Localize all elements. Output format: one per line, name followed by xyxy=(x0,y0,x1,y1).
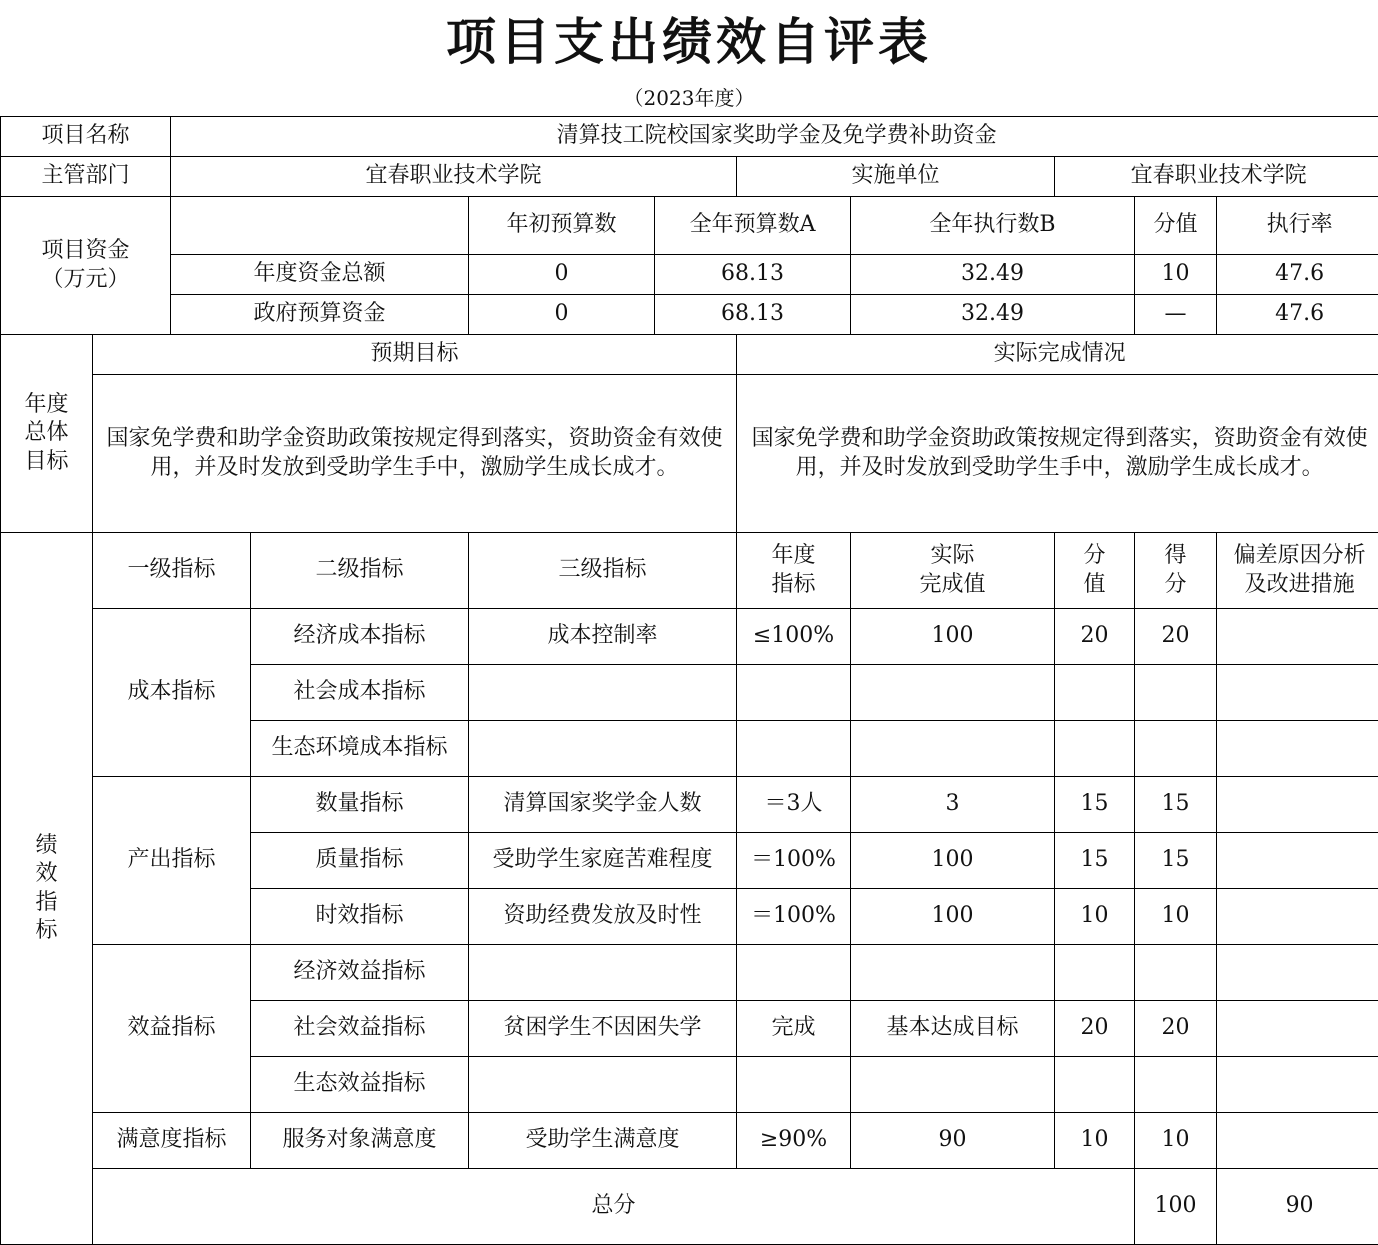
actual-cell: 基本达成目标 xyxy=(851,1001,1055,1057)
header-value-line1: 分 xyxy=(1084,543,1106,568)
dept-label: 主管部门 xyxy=(1,157,171,197)
annual-cell: ≤100% xyxy=(737,609,851,665)
header-level2: 二级指标 xyxy=(251,533,469,609)
level2-cell: 社会效益指标 xyxy=(251,1001,469,1057)
annual-cell: ＝3人 xyxy=(737,777,851,833)
level3-cell: 成本控制率 xyxy=(469,609,737,665)
annual-cell xyxy=(737,665,851,721)
level2-cell: 生态环境成本指标 xyxy=(251,721,469,777)
indicator-row xyxy=(1,1113,1378,1169)
performance-indicator-label xyxy=(1,533,93,1245)
header-value xyxy=(1055,533,1135,609)
actual-cell: 3 xyxy=(851,777,1055,833)
score-cell: 20 xyxy=(1135,1001,1217,1057)
header-value-line2: 值 xyxy=(1084,572,1106,597)
total-label: 总分 xyxy=(93,1169,1135,1245)
actual-cell: 100 xyxy=(851,609,1055,665)
level2-cell: 质量指标 xyxy=(251,833,469,889)
header-score xyxy=(1135,533,1217,609)
annual-cell: ≥90% xyxy=(737,1113,851,1169)
header-annual-line1: 年度 xyxy=(772,543,816,568)
header-actual-line2: 完成值 xyxy=(920,572,986,597)
header-score-line2: 分 xyxy=(1165,572,1187,597)
level1-cell: 产出指标 xyxy=(93,777,251,945)
goals-label-line: 年度 xyxy=(24,392,68,417)
actual-cell xyxy=(851,1057,1055,1113)
funds-header-row xyxy=(1,197,1378,255)
funds-row-rate: 47.6 xyxy=(1217,255,1378,295)
total-value: 100 xyxy=(1135,1169,1217,1245)
deviation-cell xyxy=(1217,665,1378,721)
indicator-label-char: 效 xyxy=(35,861,57,886)
deviation-cell xyxy=(1217,609,1378,665)
funds-label-line2: （万元） xyxy=(42,267,130,292)
indicator-label-char: 绩 xyxy=(35,833,57,858)
score-cell xyxy=(1135,945,1217,1001)
value-cell: 10 xyxy=(1055,889,1135,945)
header-deviation-line2: 及改进措施 xyxy=(1245,572,1355,597)
score-cell: 10 xyxy=(1135,889,1217,945)
annual-cell xyxy=(737,1057,851,1113)
funds-row xyxy=(1,255,1378,295)
annual-cell xyxy=(737,945,851,1001)
funds-header-score-value: 分值 xyxy=(1135,197,1217,255)
level3-cell: 受助学生满意度 xyxy=(469,1113,737,1169)
score-cell xyxy=(1135,1057,1217,1113)
deviation-cell xyxy=(1217,1057,1378,1113)
level3-cell xyxy=(469,1057,737,1113)
report-year: （2023年度） xyxy=(0,76,1378,116)
goals-header-row xyxy=(1,335,1378,375)
value-cell: 15 xyxy=(1055,833,1135,889)
department-row xyxy=(1,157,1378,197)
annual-cell: 完成 xyxy=(737,1001,851,1057)
score-cell xyxy=(1135,721,1217,777)
goals-content-row xyxy=(1,375,1378,533)
page-title: 项目支出绩效自评表 xyxy=(0,0,1378,76)
funds-row-score-value: 10 xyxy=(1135,255,1217,295)
value-cell xyxy=(1055,1057,1135,1113)
funds-header-initial: 年初预算数 xyxy=(469,197,655,255)
funds-row-label: 年度资金总额 xyxy=(171,255,469,295)
level2-cell: 服务对象满意度 xyxy=(251,1113,469,1169)
total-row xyxy=(1,1169,1378,1245)
header-annual-line2: 指标 xyxy=(772,572,816,597)
actual-cell: 100 xyxy=(851,833,1055,889)
indicator-row xyxy=(1,609,1378,665)
level2-cell: 时效指标 xyxy=(251,889,469,945)
indicator-label-char: 标 xyxy=(35,918,57,943)
actual-cell xyxy=(851,945,1055,1001)
level3-cell: 贫困学生不因困失学 xyxy=(469,1001,737,1057)
expected-goal-text: 国家免学费和助学金资助政策按规定得到落实，资助资金有效使用，并及时发放到受助学生手中，激励学生成长成才。 xyxy=(93,375,737,533)
score-cell xyxy=(1135,665,1217,721)
score-cell: 10 xyxy=(1135,1113,1217,1169)
actual-cell xyxy=(851,721,1055,777)
value-cell: 10 xyxy=(1055,1113,1135,1169)
funds-row-rate: 47.6 xyxy=(1217,295,1378,335)
actual-cell: 90 xyxy=(851,1113,1055,1169)
deviation-cell xyxy=(1217,1001,1378,1057)
header-score-line1: 得 xyxy=(1165,543,1187,568)
level1-cell: 满意度指标 xyxy=(93,1113,251,1169)
level1-cell: 成本指标 xyxy=(93,609,251,777)
actual-cell xyxy=(851,665,1055,721)
funds-row-score-value: — xyxy=(1135,295,1217,335)
level3-cell xyxy=(469,721,737,777)
project-name-value: 清算技工院校国家奖助学金及免学费补助资金 xyxy=(171,117,1378,157)
expected-goal-header: 预期目标 xyxy=(93,335,737,375)
value-cell: 15 xyxy=(1055,777,1135,833)
funds-header-blank xyxy=(171,197,469,255)
level2-cell: 数量指标 xyxy=(251,777,469,833)
total-score: 90 xyxy=(1217,1169,1378,1245)
indicator-row xyxy=(1,777,1378,833)
dept-value: 宜春职业技术学院 xyxy=(171,157,737,197)
header-deviation xyxy=(1217,533,1378,609)
deviation-cell xyxy=(1217,945,1378,1001)
header-deviation-line1: 偏差原因分析 xyxy=(1234,543,1366,568)
score-cell: 20 xyxy=(1135,609,1217,665)
annual-cell: ＝100% xyxy=(737,833,851,889)
deviation-cell xyxy=(1217,1113,1378,1169)
value-cell: 20 xyxy=(1055,1001,1135,1057)
actual-cell: 100 xyxy=(851,889,1055,945)
funds-row-initial: 0 xyxy=(469,255,655,295)
level3-cell: 清算国家奖学金人数 xyxy=(469,777,737,833)
level2-cell: 经济成本指标 xyxy=(251,609,469,665)
deviation-cell xyxy=(1217,777,1378,833)
funds-header-full-a: 全年预算数A xyxy=(655,197,851,255)
annual-cell: ＝100% xyxy=(737,889,851,945)
project-name-label: 项目名称 xyxy=(1,117,171,157)
impl-label: 实施单位 xyxy=(737,157,1055,197)
funds-row-label: 政府预算资金 xyxy=(171,295,469,335)
level3-cell: 资助经费发放及时性 xyxy=(469,889,737,945)
score-cell: 15 xyxy=(1135,833,1217,889)
funds-row xyxy=(1,295,1378,335)
level3-cell: 受助学生家庭苦难程度 xyxy=(469,833,737,889)
value-cell xyxy=(1055,665,1135,721)
level3-cell xyxy=(469,945,737,1001)
indicator-label-char: 指 xyxy=(35,890,57,915)
funds-header-rate: 执行率 xyxy=(1217,197,1378,255)
level2-cell: 生态效益指标 xyxy=(251,1057,469,1113)
header-actual xyxy=(851,533,1055,609)
header-actual-line1: 实际 xyxy=(931,543,975,568)
funds-row-full-a: 68.13 xyxy=(655,295,851,335)
value-cell xyxy=(1055,945,1135,1001)
funds-header-exec-b: 全年执行数B xyxy=(851,197,1135,255)
actual-goal-text: 国家免学费和助学金资助政策按规定得到落实，资助资金有效使用，并及时发放到受助学生手中，激励学生成长成才。 xyxy=(737,375,1378,533)
funds-label xyxy=(1,197,171,335)
funds-row-initial: 0 xyxy=(469,295,655,335)
impl-value: 宜春职业技术学院 xyxy=(1055,157,1378,197)
value-cell: 20 xyxy=(1055,609,1135,665)
indicator-header-row xyxy=(1,533,1378,609)
indicator-row xyxy=(1,945,1378,1001)
deviation-cell xyxy=(1217,833,1378,889)
funds-row-exec-b: 32.49 xyxy=(851,255,1135,295)
deviation-cell xyxy=(1217,889,1378,945)
value-cell xyxy=(1055,721,1135,777)
level1-cell: 效益指标 xyxy=(93,945,251,1113)
level2-cell: 经济效益指标 xyxy=(251,945,469,1001)
header-level3: 三级指标 xyxy=(469,533,737,609)
actual-goal-header: 实际完成情况 xyxy=(737,335,1378,375)
level2-cell: 社会成本指标 xyxy=(251,665,469,721)
deviation-cell xyxy=(1217,721,1378,777)
score-cell: 15 xyxy=(1135,777,1217,833)
funds-row-exec-b: 32.49 xyxy=(851,295,1135,335)
header-level1: 一级指标 xyxy=(93,533,251,609)
self-evaluation-table xyxy=(0,116,1378,1245)
goals-label xyxy=(1,335,93,533)
header-annual xyxy=(737,533,851,609)
goals-label-line: 总体 xyxy=(24,420,68,445)
funds-row-full-a: 68.13 xyxy=(655,255,851,295)
goals-label-line: 目标 xyxy=(24,449,68,474)
annual-cell xyxy=(737,721,851,777)
project-name-row xyxy=(1,117,1378,157)
level3-cell xyxy=(469,665,737,721)
funds-label-line1: 项目资金 xyxy=(42,238,130,263)
